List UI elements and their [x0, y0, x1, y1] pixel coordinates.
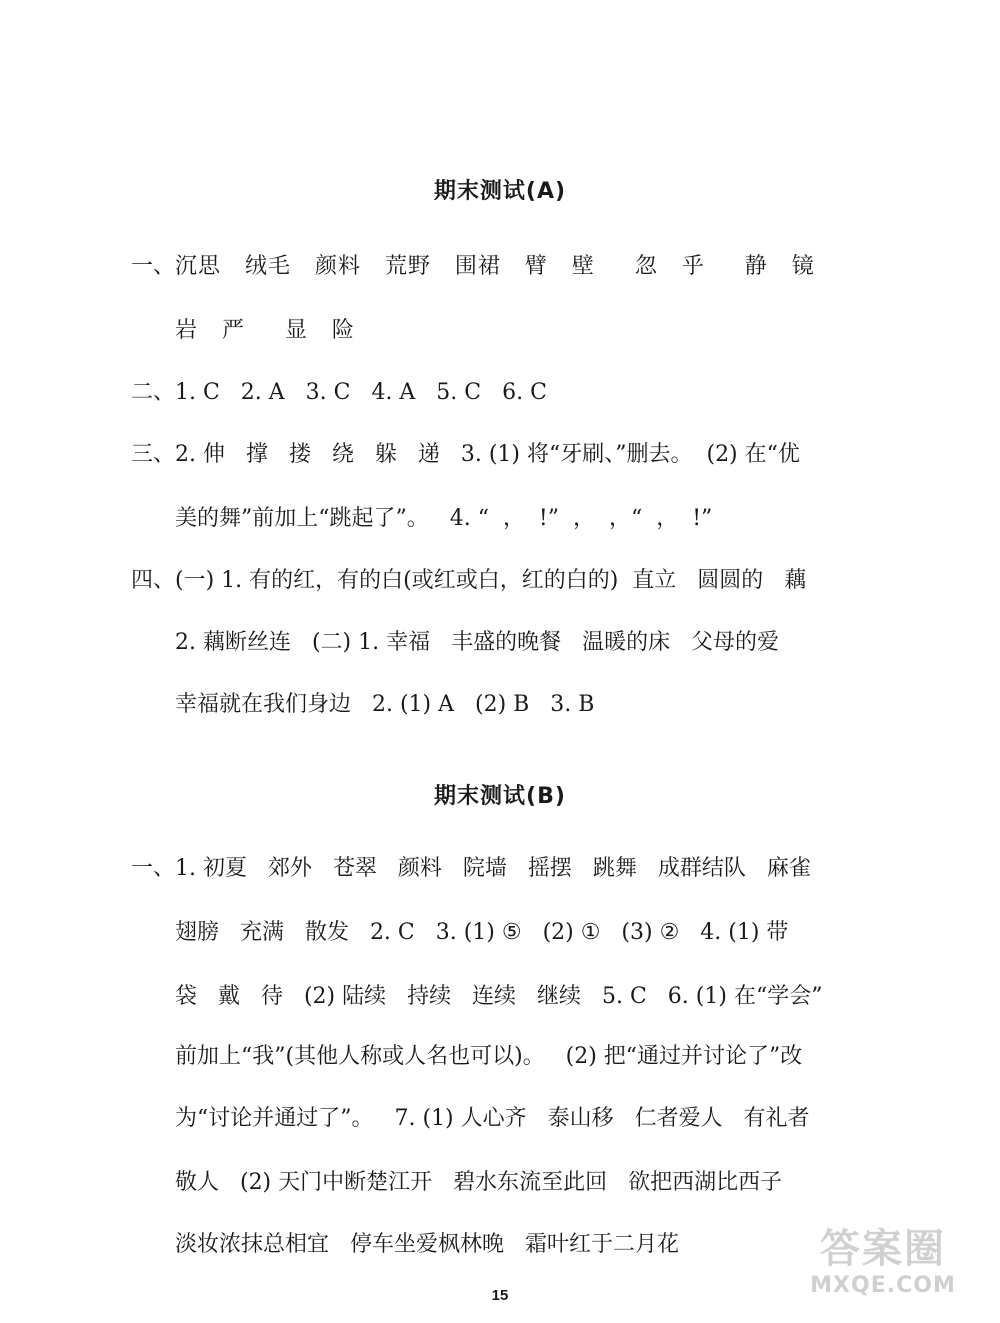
a-q1-line1: 沉思 绒毛 颜料 荒野 围裙 臂 壁 忽 乎 静 镜 — [175, 254, 815, 279]
a-q3-line2: 美的舞”前加上“跳起了”。 4. “ ， !” ， ，“ ， !” — [175, 506, 713, 531]
a-q4-label: 四、 — [131, 568, 176, 593]
watermark-url: MXQE.COM — [810, 1273, 956, 1298]
b-q1-label: 一、 — [131, 856, 176, 881]
watermark-logo: 答案圈 — [820, 1226, 946, 1272]
a-q4-line2: 2. 藕断丝连 (二) 1. 幸福 丰盛的晚餐 温暖的床 父母的爱 — [175, 630, 780, 655]
watermark — [788, 1225, 978, 1315]
b-line5: 为“讨论并通过了”。 7. (1) 人心齐 泰山移 仁者爱人 有礼者 — [175, 1106, 810, 1131]
a-q1-label: 一、 — [131, 254, 176, 279]
a-q3-line1: 2. 伸 撑 搂 绕 躲 递 3. (1) 将“牙刷、”删去。 (2) 在“优 — [175, 442, 800, 467]
b-line2: 翅膀 充满 散发 2. C 3. (1) ⑤ (2) ① (3) ② 4. (1) 带 — [175, 920, 789, 945]
b-line7: 淡妆浓抹总相宜 停车坐爱枫林晚 霜叶红于二月花 — [175, 1232, 679, 1257]
section-b-title: 期末测试(B) — [434, 784, 566, 809]
a-q1-line2: 岩 严 显 险 — [175, 318, 355, 343]
a-q4-line1: (一) 1. 有的红，有的白(或红或白，红的白的) 直立 圆圆的 藕 — [175, 568, 807, 593]
a-q3-label: 三、 — [131, 442, 176, 467]
b-line3: 袋 戴 待 (2) 陆续 持续 连续 继续 5. C 6. (1) 在“学会” — [175, 984, 823, 1009]
a-q2-line1: 1. C 2. A 3. C 4. A 5. C 6. C — [175, 380, 547, 405]
section-a-title: 期末测试(A) — [433, 179, 567, 204]
b-line4: 前加上“我”(其他人称或人名也可以)。 (2) 把“通过并讨论了”改 — [175, 1044, 803, 1069]
b-line1: 1. 初夏 郊外 苍翠 颜料 院墙 摇摆 跳舞 成群结队 麻雀 — [175, 856, 811, 881]
a-q4-line3: 幸福就在我们身边 2. (1) A (2) B 3. B — [175, 692, 595, 717]
b-line6: 敬人 (2) 天门中断楚江开 碧水东流至此回 欲把西湖比西子 — [175, 1170, 783, 1195]
a-q2-label: 二、 — [131, 380, 176, 405]
page-number: 15 — [491, 1287, 509, 1304]
